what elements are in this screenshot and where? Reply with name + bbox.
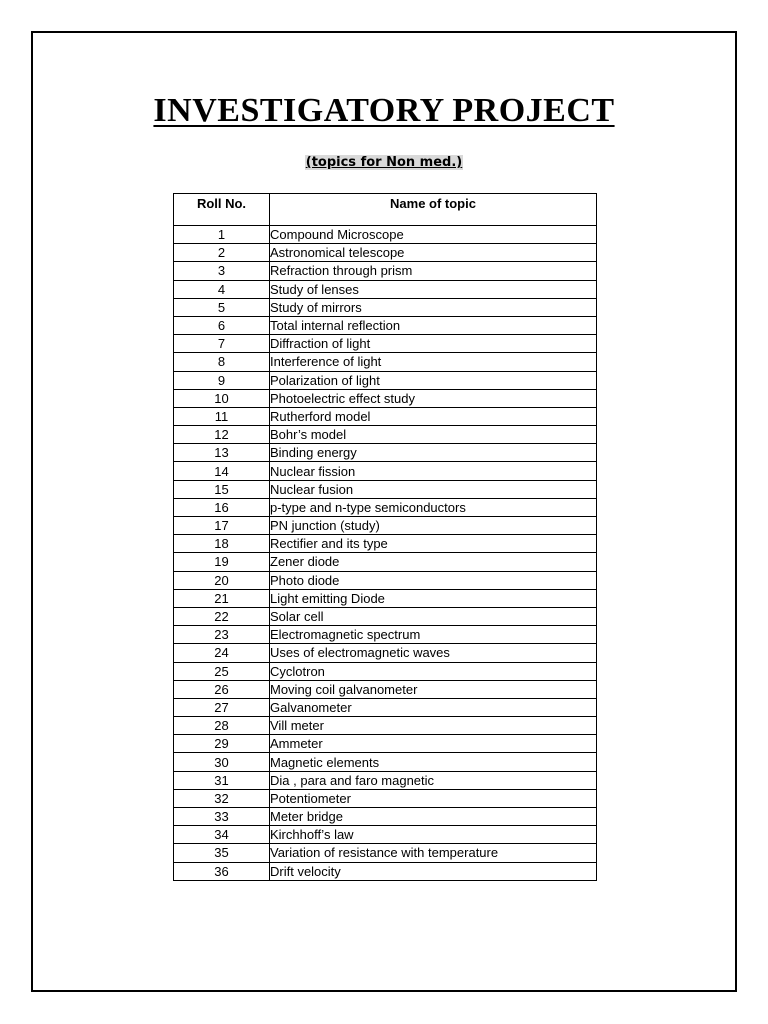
roll-number-cell: 19 bbox=[174, 553, 270, 571]
topic-name-cell: Drift velocity bbox=[270, 862, 597, 880]
table-row bbox=[174, 262, 597, 280]
header-name-of-topic: Name of topic bbox=[270, 194, 597, 226]
topic-name-cell: Nuclear fusion bbox=[270, 480, 597, 498]
roll-number-cell: 31 bbox=[174, 771, 270, 789]
topic-name-cell: Moving coil galvanometer bbox=[270, 680, 597, 698]
table-row bbox=[174, 626, 597, 644]
table-row bbox=[174, 298, 597, 316]
topic-name-cell: Electromagnetic spectrum bbox=[270, 626, 597, 644]
table-row bbox=[174, 371, 597, 389]
topic-name-cell: Nuclear fission bbox=[270, 462, 597, 480]
topic-name-cell: Compound Microscope bbox=[270, 226, 597, 244]
roll-number-cell: 15 bbox=[174, 480, 270, 498]
topic-name-cell: PN junction (study) bbox=[270, 517, 597, 535]
table-row bbox=[174, 571, 597, 589]
roll-number-cell: 29 bbox=[174, 735, 270, 753]
table-row bbox=[174, 771, 597, 789]
topic-name-cell: Light emitting Diode bbox=[270, 589, 597, 607]
topic-name-cell: Total internal reflection bbox=[270, 316, 597, 334]
roll-number-cell: 24 bbox=[174, 644, 270, 662]
table-row bbox=[174, 316, 597, 334]
topic-name-cell: p-type and n-type semiconductors bbox=[270, 498, 597, 516]
table-row bbox=[174, 698, 597, 716]
document-title bbox=[0, 92, 768, 130]
table-row bbox=[174, 808, 597, 826]
roll-number-cell: 18 bbox=[174, 535, 270, 553]
topic-name-cell: Dia , para and faro magnetic bbox=[270, 771, 597, 789]
table-row bbox=[174, 244, 597, 262]
topic-name-cell: Rectifier and its type bbox=[270, 535, 597, 553]
table-row bbox=[174, 498, 597, 516]
table-row bbox=[174, 607, 597, 625]
topic-name-cell: Diffraction of light bbox=[270, 335, 597, 353]
roll-number-cell: 7 bbox=[174, 335, 270, 353]
roll-number-cell: 10 bbox=[174, 389, 270, 407]
table-row bbox=[174, 226, 597, 244]
table-row bbox=[174, 462, 597, 480]
table-body bbox=[174, 226, 597, 881]
table-row bbox=[174, 480, 597, 498]
header-roll-no: Roll No. bbox=[174, 194, 270, 226]
table-row bbox=[174, 280, 597, 298]
topic-name-cell: Vill meter bbox=[270, 717, 597, 735]
roll-number-cell: 12 bbox=[174, 426, 270, 444]
topic-name-cell: Meter bridge bbox=[270, 808, 597, 826]
topic-name-cell: Study of mirrors bbox=[270, 298, 597, 316]
topic-name-cell: Zener diode bbox=[270, 553, 597, 571]
roll-number-cell: 4 bbox=[174, 280, 270, 298]
roll-number-cell: 2 bbox=[174, 244, 270, 262]
table-row bbox=[174, 826, 597, 844]
roll-number-cell: 9 bbox=[174, 371, 270, 389]
table-row bbox=[174, 589, 597, 607]
table-row bbox=[174, 644, 597, 662]
roll-number-cell: 30 bbox=[174, 753, 270, 771]
table-row bbox=[174, 717, 597, 735]
topic-name-cell: Variation of resistance with temperature bbox=[270, 844, 597, 862]
topic-name-cell: Polarization of light bbox=[270, 371, 597, 389]
roll-number-cell: 11 bbox=[174, 407, 270, 425]
topic-name-cell: Photoelectric effect study bbox=[270, 389, 597, 407]
table-row bbox=[174, 407, 597, 425]
topic-name-cell: Ammeter bbox=[270, 735, 597, 753]
topic-name-cell: Photo diode bbox=[270, 571, 597, 589]
topic-name-cell: Uses of electromagnetic waves bbox=[270, 644, 597, 662]
topic-name-cell: Binding energy bbox=[270, 444, 597, 462]
topic-name-cell: Interference of light bbox=[270, 353, 597, 371]
topic-name-cell: Study of lenses bbox=[270, 280, 597, 298]
roll-number-cell: 1 bbox=[174, 226, 270, 244]
topic-name-cell: Kirchhoff’s law bbox=[270, 826, 597, 844]
roll-number-cell: 3 bbox=[174, 262, 270, 280]
table-row bbox=[174, 426, 597, 444]
topic-name-cell: Cyclotron bbox=[270, 662, 597, 680]
roll-number-cell: 16 bbox=[174, 498, 270, 516]
topic-name-cell: Refraction through prism bbox=[270, 262, 597, 280]
roll-number-cell: 21 bbox=[174, 589, 270, 607]
table-row bbox=[174, 789, 597, 807]
roll-number-cell: 26 bbox=[174, 680, 270, 698]
topic-name-cell: Rutherford model bbox=[270, 407, 597, 425]
roll-number-cell: 20 bbox=[174, 571, 270, 589]
roll-number-cell: 36 bbox=[174, 862, 270, 880]
roll-number-cell: 35 bbox=[174, 844, 270, 862]
table-row bbox=[174, 680, 597, 698]
topic-name-cell: Magnetic elements bbox=[270, 753, 597, 771]
roll-number-cell: 14 bbox=[174, 462, 270, 480]
roll-number-cell: 28 bbox=[174, 717, 270, 735]
document-subtitle bbox=[0, 155, 768, 170]
table-row bbox=[174, 517, 597, 535]
topic-name-cell: Potentiometer bbox=[270, 789, 597, 807]
table-row bbox=[174, 735, 597, 753]
table-row bbox=[174, 444, 597, 462]
document-title-text: INVESTIGATORY PROJECT bbox=[153, 92, 615, 129]
roll-number-cell: 32 bbox=[174, 789, 270, 807]
roll-number-cell: 22 bbox=[174, 607, 270, 625]
topic-name-cell: Bohr’s model bbox=[270, 426, 597, 444]
table-row bbox=[174, 535, 597, 553]
table-row bbox=[174, 662, 597, 680]
roll-number-cell: 5 bbox=[174, 298, 270, 316]
roll-number-cell: 23 bbox=[174, 626, 270, 644]
topics-table bbox=[173, 193, 597, 881]
topic-name-cell: Astronomical telescope bbox=[270, 244, 597, 262]
topic-name-cell: Galvanometer bbox=[270, 698, 597, 716]
roll-number-cell: 34 bbox=[174, 826, 270, 844]
document-subtitle-text: (topics for Non med.) bbox=[305, 155, 463, 170]
table-row bbox=[174, 389, 597, 407]
roll-number-cell: 27 bbox=[174, 698, 270, 716]
roll-number-cell: 33 bbox=[174, 808, 270, 826]
table-header-row bbox=[174, 194, 597, 226]
roll-number-cell: 6 bbox=[174, 316, 270, 334]
roll-number-cell: 13 bbox=[174, 444, 270, 462]
roll-number-cell: 8 bbox=[174, 353, 270, 371]
roll-number-cell: 25 bbox=[174, 662, 270, 680]
table-row bbox=[174, 353, 597, 371]
table-row bbox=[174, 862, 597, 880]
table-row bbox=[174, 553, 597, 571]
table-row bbox=[174, 335, 597, 353]
table-row bbox=[174, 844, 597, 862]
topic-name-cell: Solar cell bbox=[270, 607, 597, 625]
table-row bbox=[174, 753, 597, 771]
roll-number-cell: 17 bbox=[174, 517, 270, 535]
